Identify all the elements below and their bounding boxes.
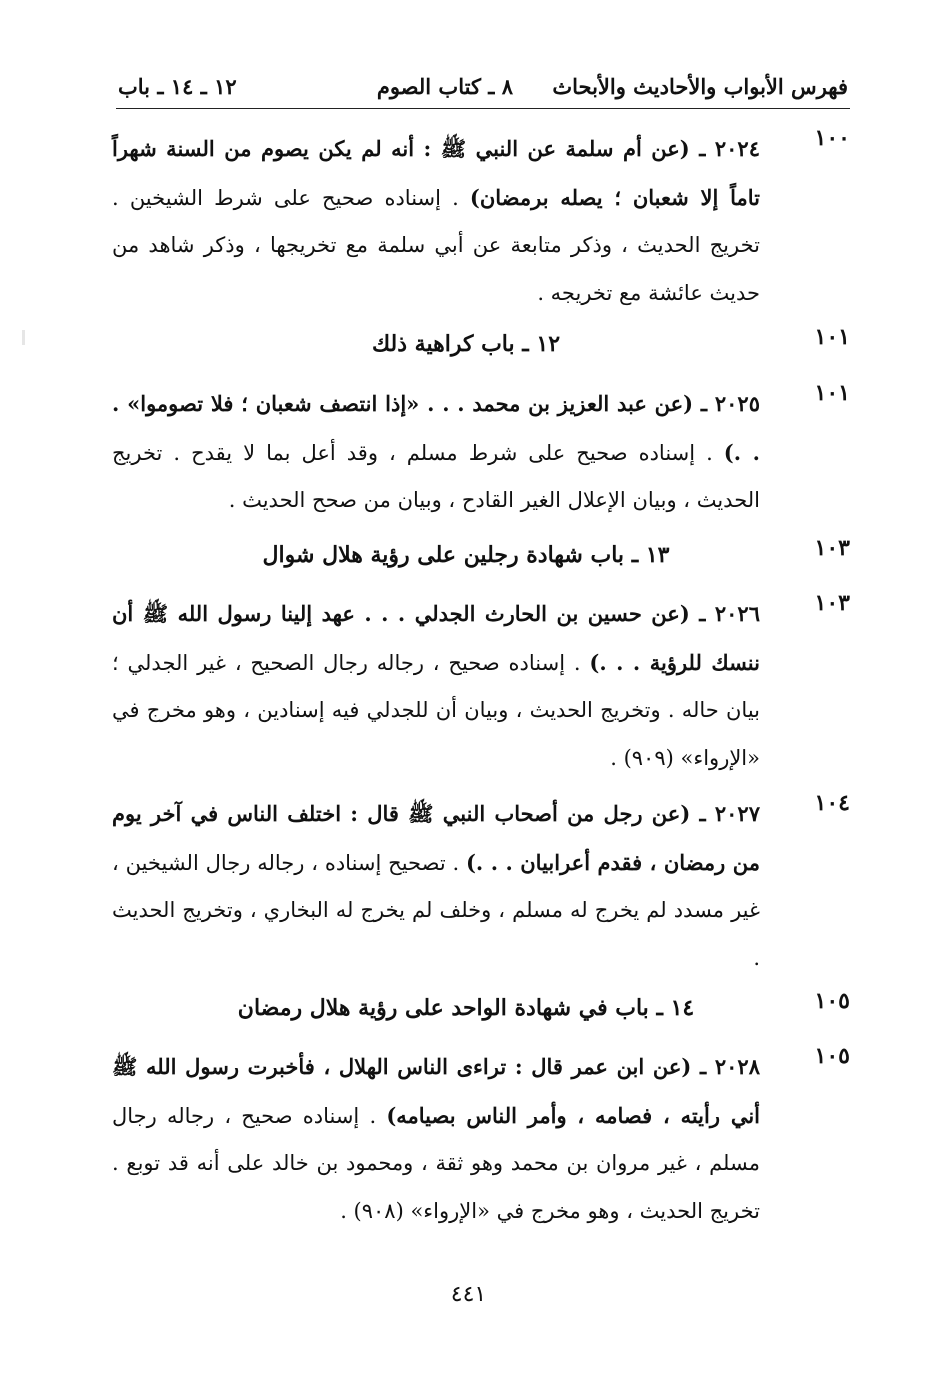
commentary-text: . إسناده صحيح ، رجاله رجال الصحيح ، غير الجدلي ؛ بيان حاله . وتخريج الحديث ، وبيان أن للجدلي فيه إسنادين ، وهو مخرج في «الإرواء» (٩٠٩) . — [112, 650, 760, 770]
hadith-text: ٢٠٢٦ ـ (عن حسين بن الحارث الجدلي . . . عهد إلينا رسول الله ﷺ أن ننسك للرؤية . . .) — [112, 601, 760, 675]
section-title: ١٣ ـ باب شهادة رجلين على رؤية هلال شوال — [262, 542, 670, 568]
hadith-text: ٢٠٢٤ ـ (عن أم سلمة عن النبي ﷺ : أنه لم يكن يصوم من السنة شهراً تاماً إلا شعبان ؛ يصله برمضان) — [112, 136, 760, 210]
entry-page-number: ١٠١ — [814, 324, 850, 350]
commentary-text: . إسناده صحيح على شرط مسلم ، وقد أعل بما لا يقدح . تخريج الحديث ، وبيان الإعلال الغير القادح ، وبيان من صحح الحديث . — [112, 440, 760, 512]
hadith-entry-2028 — [112, 1043, 850, 1235]
hadith-text: ٢٠٢٨ ـ (عن ابن عمر قال : تراءى الناس الهلال ، فأخبرت رسول الله ﷺ أني رأيته ، فصامه ، وأمر الناس بصيامه) — [112, 1054, 760, 1128]
section-title: ١٤ ـ باب في شهادة الواحد على رؤية هلال رمضان — [237, 995, 695, 1021]
page-number: ٤٤١ — [450, 1282, 487, 1307]
commentary-text: . تصحيح إسناده ، رجاله رجال الشيخين ، غير مسدد لم يخرج له مسلم ، وخلف لم يخرج له البخاري ، وتخريج الحديث . — [112, 850, 760, 970]
entry-text — [112, 125, 760, 317]
entry-page-number: ١٠٤ — [814, 790, 850, 816]
hadith-text: ٢٠٢٧ ـ (عن رجل من أصحاب النبي ﷺ قال : اختلف الناس في آخر يوم من رمضان ، فقدم أعرابيان . . .) — [112, 801, 760, 875]
hadith-entry-2024 — [112, 125, 850, 317]
margin-mark — [22, 330, 25, 345]
entry-text — [112, 1043, 760, 1235]
entry-text — [112, 790, 760, 982]
entry-text — [112, 590, 760, 782]
header-index-title: فهرس الأبواب والأحاديث والأبحاث — [552, 74, 848, 99]
hadith-entry-2026 — [112, 590, 850, 782]
hadith-entry-2027 — [112, 790, 850, 982]
header-chapter-range: ١٢ ـ ١٤ ـ باب — [118, 74, 237, 99]
hadith-text: ٢٠٢٥ ـ (عن عبد العزيز بن محمد . . . «إذا انتصف شعبان ؛ فلا تصوموا» . . .) — [112, 391, 760, 465]
entry-page-number: ١٠٣ — [814, 590, 850, 616]
section-heading-13 — [112, 535, 850, 575]
section-heading-14 — [112, 988, 850, 1028]
hadith-entry-2025 — [112, 380, 850, 525]
commentary-text: . إسناده صحيح على شرط الشيخين . تخريج الحديث ، وذكر متابعة عن أبي سلمة مع تخريجها ، وذكر شاهد من حديث عائشة مع تخريجه . — [112, 185, 761, 305]
running-header — [118, 70, 848, 106]
commentary-text: . إسناده صحيح ، رجاله رجال مسلم ، غير مروان بن محمد وهو ثقة ، ومحمود بن خالد على أنه قد توبع . تخريج الحديث ، وهو مخرج في «الإرواء» (٩٠٨) . — [112, 1103, 760, 1223]
entry-page-number: ١٠٥ — [814, 1043, 850, 1069]
header-book-title: ٨ ـ كتاب الصوم — [376, 74, 513, 99]
entry-page-number: ١٠٥ — [814, 988, 850, 1014]
section-heading-12 — [112, 324, 850, 364]
section-title: ١٢ ـ باب كراهية ذلك — [371, 331, 561, 357]
entry-page-number: ١٠١ — [814, 380, 850, 406]
entry-page-number: ١٠٣ — [814, 535, 850, 561]
entry-page-number: ١٠٠ — [814, 125, 850, 151]
header-rule — [116, 108, 850, 109]
entry-text — [112, 380, 760, 525]
